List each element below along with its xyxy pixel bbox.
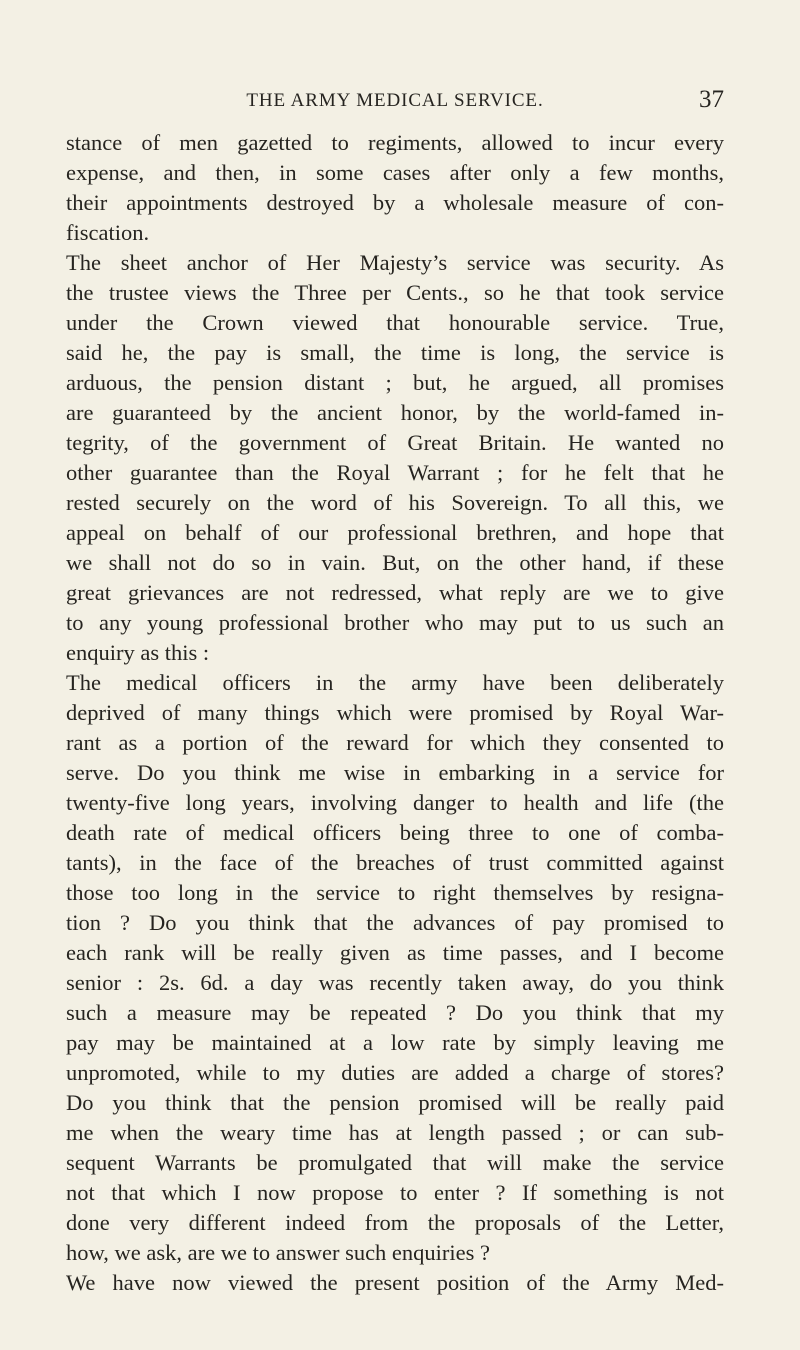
text-line: sequent Warrants be promulgated that will make the service: [66, 1150, 724, 1175]
text-line: rested securely on the word of his Sovereign. To all this, we: [66, 490, 724, 515]
text-line: tants), in the face of the breaches of trust committed against: [66, 850, 724, 875]
text-line: Do you think that the pension promised will be really paid: [66, 1090, 724, 1115]
text-line: to any young professional brother who may put to us such an: [66, 610, 724, 635]
text-line: rant as a portion of the reward for which they consented to: [66, 730, 724, 755]
text-line: are guaranteed by the ancient honor, by the world-famed in-: [66, 400, 724, 425]
text-line: me when the weary time has at length passed ; or can sub-: [66, 1120, 724, 1145]
text-line: tegrity, of the government of Great Britain. He wanted no: [66, 430, 724, 455]
text-line: unpromoted, while to my duties are added a charge of stores?: [66, 1060, 724, 1085]
text-line: pay may be maintained at a low rate by simply leaving me: [66, 1030, 724, 1055]
text-line: We have now viewed the present position of the Army Med-: [66, 1270, 724, 1295]
text-line: stance of men gazetted to regiments, allowed to incur every: [66, 130, 724, 155]
text-line: arduous, the pension distant ; but, he argued, all promises: [66, 370, 724, 395]
text-line: serve. Do you think me wise in embarking in a service for: [66, 760, 724, 785]
text-line: great grievances are not redressed, what reply are we to give: [66, 580, 724, 605]
text-line: not that which I now propose to enter ? If something is not: [66, 1180, 724, 1205]
text-line: senior : 2s. 6d. a day was recently taken away, do you think: [66, 970, 724, 995]
text-line: each rank will be really given as time passes, and I become: [66, 940, 724, 965]
page-header: [66, 86, 724, 116]
text-line: how, we ask, are we to answer such enquiries ?: [66, 1240, 491, 1265]
text-line: twenty-five long years, involving danger to health and life (the: [66, 790, 724, 815]
text-line: appeal on behalf of our professional brethren, and hope that: [66, 520, 724, 545]
text-line: those too long in the service to right themselves by resigna-: [66, 880, 724, 905]
text-line: The sheet anchor of Her Majesty’s service was security. As: [66, 250, 724, 275]
text-line: death rate of medical officers being three to one of comba-: [66, 820, 724, 845]
text-line: their appointments destroyed by a wholesale measure of con-: [66, 190, 724, 215]
text-line: said he, the pay is small, the time is long, the service is: [66, 340, 724, 365]
text-line: the trustee views the Three per Cents., so he that took service: [66, 280, 724, 305]
text-line: expense, and then, in some cases after only a few months,: [66, 160, 724, 185]
body-text: [66, 128, 724, 1298]
running-title: THE ARMY MEDICAL SERVICE.: [246, 90, 544, 111]
text-line: enquiry as this :: [66, 640, 210, 665]
text-line: other guarantee than the Royal Warrant ; for he felt that he: [66, 460, 724, 485]
text-line: such a measure may be repeated ? Do you think that my: [66, 1000, 724, 1025]
text-line: The medical officers in the army have been deliberately: [66, 670, 724, 695]
text-line: fiscation.: [66, 220, 150, 245]
text-line: we shall not do so in vain. But, on the other hand, if these: [66, 550, 724, 575]
text-line: done very different indeed from the proposals of the Letter,: [66, 1210, 724, 1235]
text-line: deprived of many things which were promised by Royal War-: [66, 700, 724, 725]
text-line: under the Crown viewed that honourable service. True,: [66, 310, 724, 335]
page-number: 37: [699, 86, 724, 113]
text-line: tion ? Do you think that the advances of pay promised to: [66, 910, 724, 935]
